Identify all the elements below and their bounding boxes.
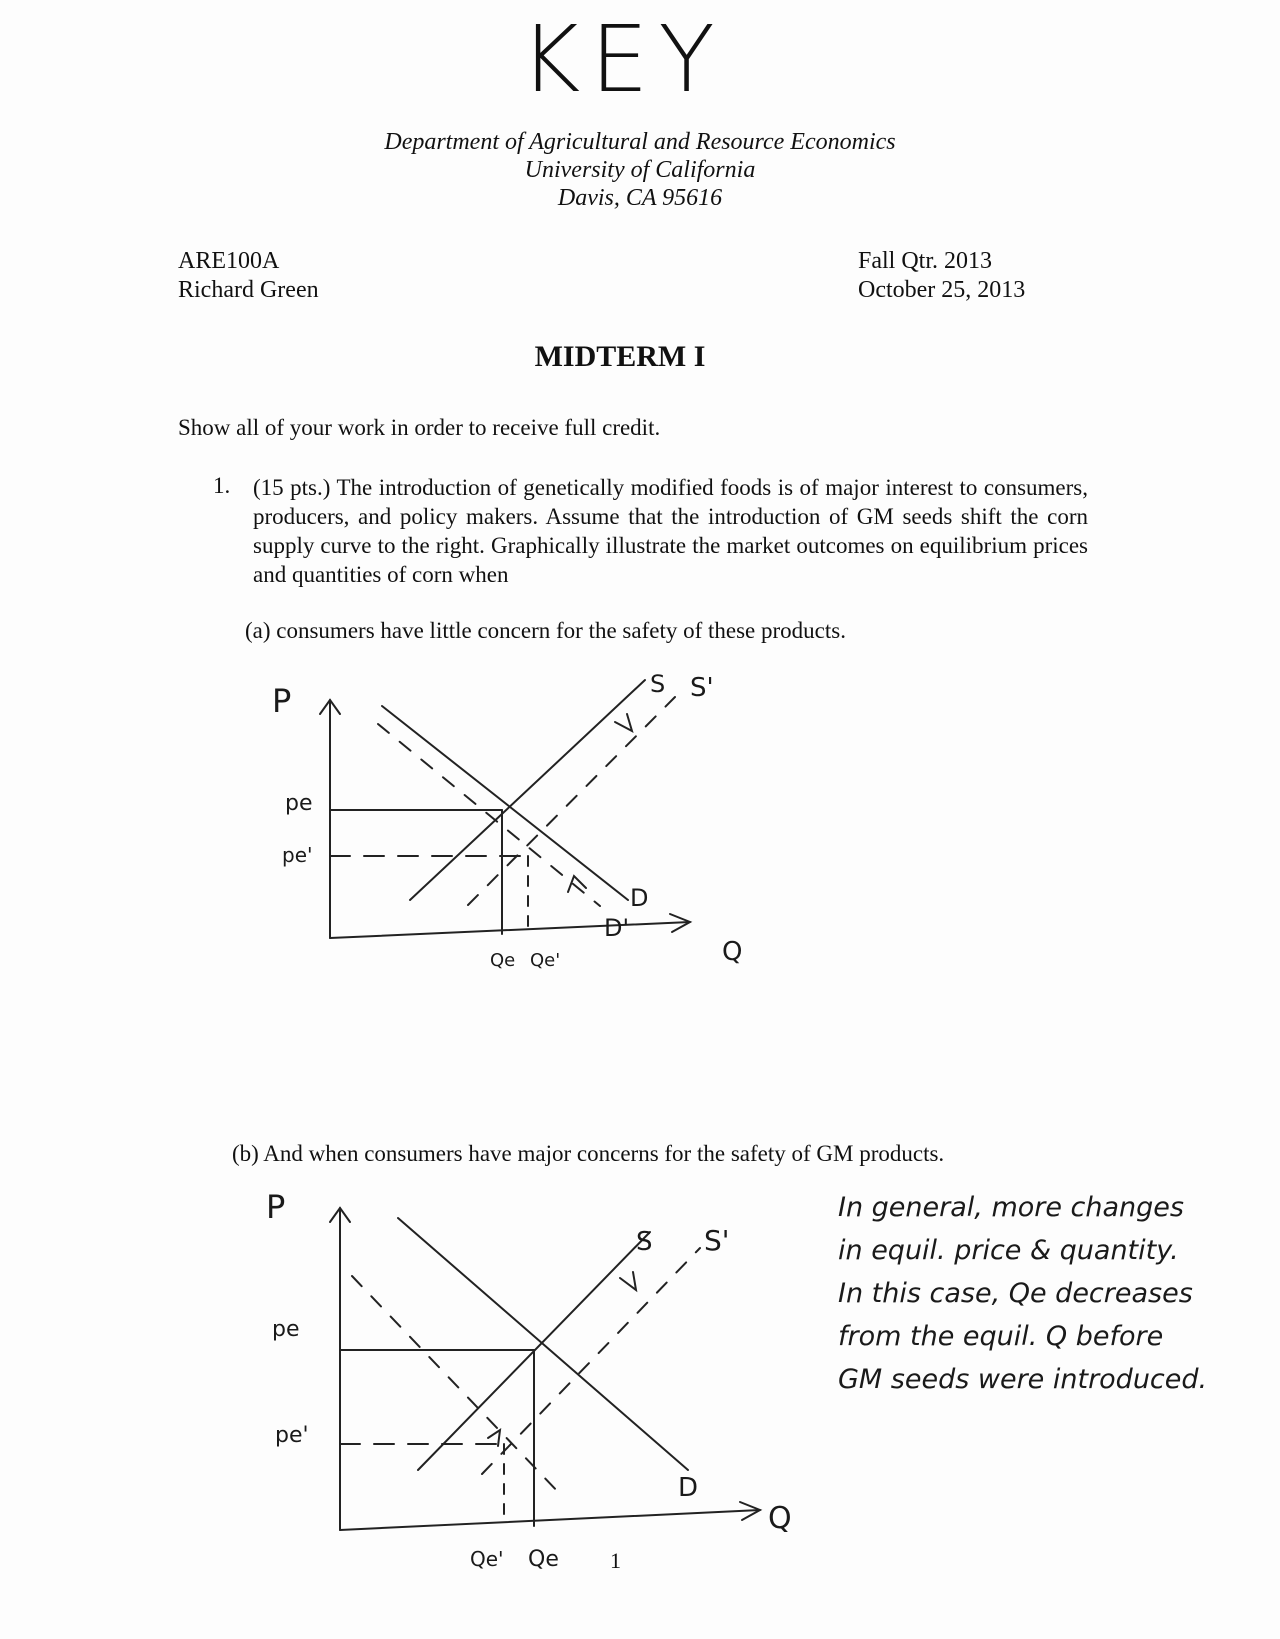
graph-a-pe-label: pe: [285, 791, 313, 816]
graph-a-s-label: S: [650, 670, 666, 698]
graph-a-qe-label: Qe: [490, 950, 516, 971]
graph-b-s-label: S: [636, 1227, 653, 1257]
department-name: Department of Agricultural and Resource Economics: [384, 129, 896, 155]
answer-note-line: from the equil. Q before: [838, 1321, 1164, 1352]
part-a-prompt: (a) consumers have little concern for the safety of these products.: [245, 618, 846, 643]
term-quarter: Fall Qtr. 2013: [858, 248, 993, 274]
university-name: University of California: [524, 157, 756, 183]
instructions: Show all of your work in order to receive full credit.: [178, 415, 661, 440]
graph-a-d-new-label: D': [604, 914, 630, 942]
graph-b-pe-label: pe: [272, 1317, 300, 1342]
graph-a-demand-shift-arrow: [568, 876, 586, 892]
graph-a-demand-curve: [382, 706, 628, 900]
graph-b-x-axis: [340, 1510, 760, 1530]
graph-a-d-label: D: [630, 884, 649, 912]
graph-a-qe-new-label: Qe': [530, 950, 561, 971]
answer-note-line: in equil. price & quantity.: [838, 1235, 1179, 1266]
graph-b-qe-new-label: Qe': [470, 1547, 504, 1571]
graph-a-supply-shift-arrow: [615, 714, 632, 731]
graph-a-supply-new-curve: [468, 697, 675, 905]
answer-note: [838, 1186, 1238, 1401]
graph-b-d-label: D: [678, 1473, 699, 1503]
university-location: Davis, CA 95616: [557, 185, 723, 211]
graph-a-p-label: P: [272, 682, 292, 720]
graph-b-qe-label: Qe: [528, 1547, 559, 1572]
graph-b-s-new-label: S': [704, 1224, 730, 1257]
graph-a-q-label: Q: [722, 937, 743, 967]
graph-a-s-new-label: S': [690, 673, 714, 703]
graph-b-pe-new-label: pe': [275, 1423, 309, 1448]
graph-a-x-axis: [330, 922, 690, 938]
instructor-name: Richard Green: [178, 277, 319, 303]
graph-a-pe-new-label: pe': [282, 843, 313, 867]
answer-note-line: In this case, Qe decreases: [838, 1278, 1193, 1309]
graph-b-demand-new-curve: [352, 1276, 560, 1494]
exam-date: October 25, 2013: [858, 277, 1026, 303]
graph-b-supply-new-curve: [482, 1248, 700, 1474]
answer-note-line: GM seeds were introduced.: [838, 1364, 1208, 1395]
exam-title: MIDTERM I: [534, 340, 706, 373]
question-text: (15 pts.) The introduction of genetically modified foods is of major interest to consumers, producers, and policy makers. Assume that the introduction of GM seeds shift the corn supply curve to the right. Graphically illustrate the market outcomes on equilibrium prices and quantities of corn when: [253, 475, 1088, 587]
course-code: ARE100A: [178, 248, 280, 274]
graph-b-supply-shift-arrow: [620, 1272, 636, 1290]
graph-b-q-label: Q: [768, 1501, 792, 1536]
graph-a-demand-new-curve: [378, 724, 600, 906]
graph-b-p-label: P: [266, 1188, 286, 1226]
page-number: 1: [610, 1548, 621, 1573]
question-number: 1.: [213, 473, 231, 498]
answer-key-label: KEY: [520, 6, 725, 113]
graph-a-supply-curve: [410, 680, 645, 900]
part-b-prompt: (b) And when consumers have major concerns for the safety of GM products.: [232, 1141, 945, 1166]
answer-note-line: In general, more changes: [838, 1192, 1184, 1223]
